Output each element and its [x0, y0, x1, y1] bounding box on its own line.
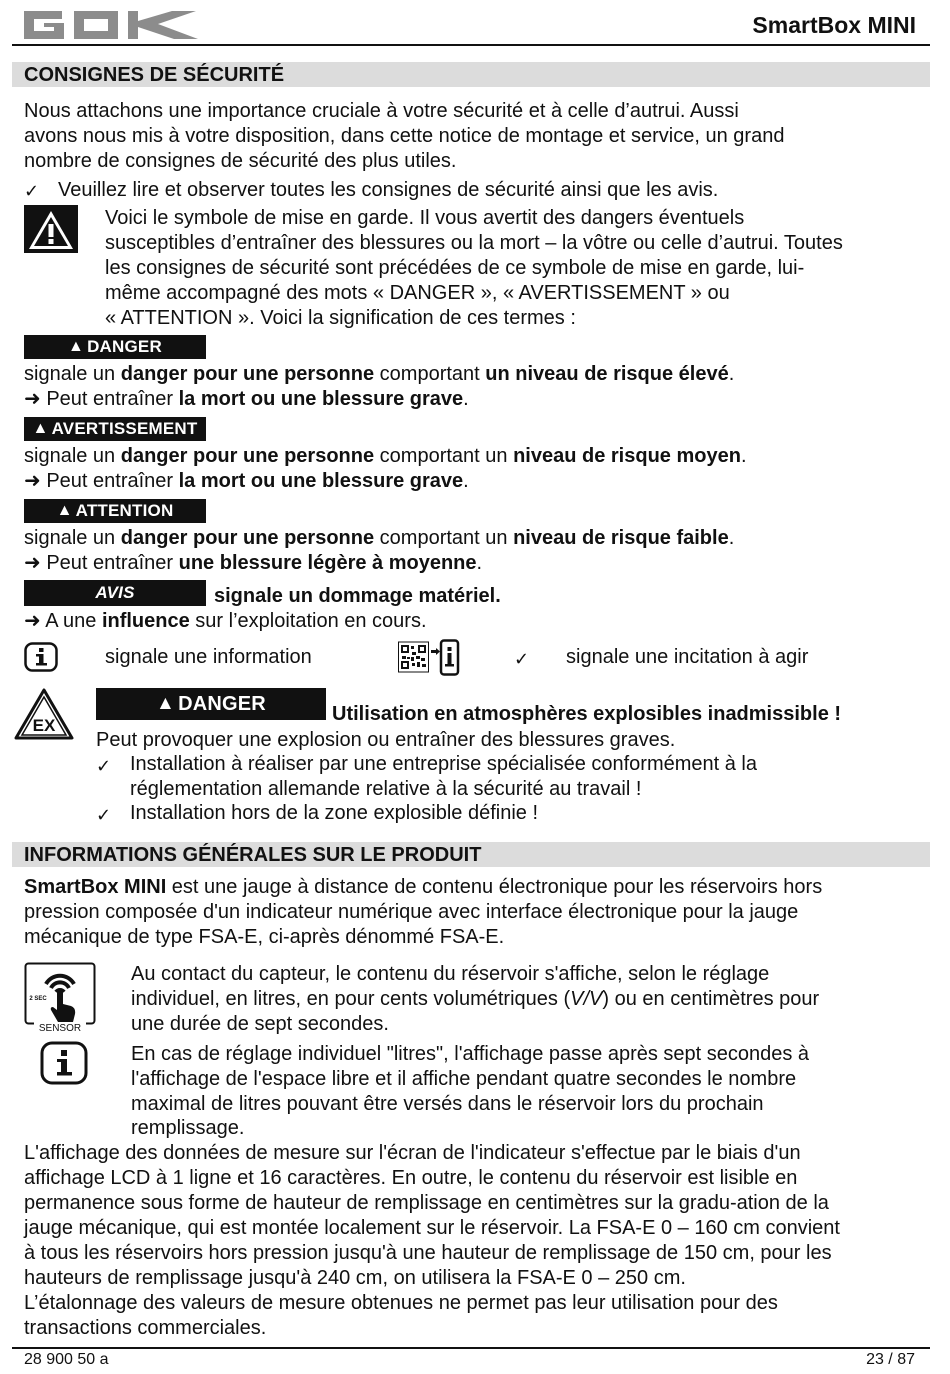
footer-page-number: 23 / 87	[866, 1351, 915, 1368]
footer-rule	[12, 1347, 930, 1349]
avis-consequence: ➜ A une influence sur l’exploitation en cours.	[24, 610, 427, 632]
attention-consequence: ➜ Peut entraîner une blessure légère à moyenne.	[24, 552, 483, 574]
ex-bullet-line: Installation à réaliser par une entreprise spécialisée conformément à la	[130, 753, 758, 775]
check-mark-icon: ✓	[96, 805, 112, 825]
warning-text-line: même accompagné des mots « DANGER », « AVERTISSEMENT » ou	[105, 282, 730, 304]
section-heading-safety: CONSIGNES DE SÉCURITÉ	[12, 62, 930, 87]
avis-badge: AVIS	[24, 580, 206, 606]
warning-triangle-icon: ▲	[68, 338, 85, 355]
product-title: SmartBox MINI	[752, 12, 916, 38]
body-text-line: L’étalonnage des valeurs de mesure obtenues ne permet pas leur utilisation pour des	[24, 1292, 778, 1314]
safety-intro-line: Nous attachons une importance cruciale à votre sécurité et à celle d’autrui. Aussi	[24, 100, 739, 122]
legend-action-text: signale une incitation à agir	[566, 646, 809, 668]
avertissement-description: signale un danger pour une personne comportant un niveau de risque moyen.	[24, 445, 747, 467]
ex-bullet-line: Installation hors de la zone explosible définie !	[130, 802, 539, 824]
check-instruction: Veuillez lire et observer toutes les consignes de sécurité ainsi que les avis.	[58, 179, 719, 201]
body-text-line: L'affichage des données de mesure sur l'écran de l'indicateur s'effectue par le biais d'un	[24, 1142, 801, 1164]
avertissement-consequence: ➜ Peut entraîner la mort ou une blessure grave.	[24, 470, 469, 492]
danger-consequence: ➜ Peut entraîner la mort ou une blessure grave.	[24, 388, 469, 410]
body-text-line: affichage LCD à 1 ligne et 16 caractères. En outre, le contenu du réservoir est lisible en	[24, 1167, 798, 1189]
product-intro-line: pression composée d'un indicateur numérique avec interface électronique pour la jauge	[24, 901, 799, 923]
warning-text-line: « ATTENTION ». Voici la signification de ces termes :	[105, 307, 576, 329]
explosion-hazard-icon	[13, 687, 75, 741]
product-intro-line: SmartBox MINI est une jauge à distance de contenu électronique pour les réservoirs hors	[24, 876, 823, 898]
body-text-line: hauteurs de remplissage jusqu'à 240 cm, on utilisera la FSA-E 0 – 250 cm.	[24, 1267, 686, 1289]
info-icon	[40, 1041, 88, 1085]
body-text-line: à tous les réservoirs hors pression jusqu'à une hauteur de remplissage de 150 cm, pour les	[24, 1242, 832, 1264]
sensor-text-line: Au contact du capteur, le contenu du réservoir s'affiche, selon le réglage	[131, 963, 770, 985]
legend-check-icon: ✓	[514, 649, 530, 669]
attention-badge: ▲ ATTENTION	[24, 499, 206, 523]
info-text-line: l'affichage de l'espace libre et il affiche pendant quatre secondes le nombre	[131, 1068, 797, 1090]
info-text-line: En cas de réglage individuel "litres", l'affichage passe après sept secondes à	[131, 1043, 810, 1065]
qr-code-info-icon	[398, 639, 460, 677]
warning-text-line: les consignes de sécurité sont précédées de ce symbole de mise en garde, lui-	[105, 257, 805, 279]
check-mark-icon: ✓	[96, 756, 112, 776]
header-rule	[12, 44, 930, 46]
safety-intro-line: nombre de consignes de sécurité des plus utiles.	[24, 150, 457, 172]
info-text-line: maximal de litres pouvant être versés dans le réservoir lors du prochain	[131, 1093, 764, 1115]
warning-triangle-icon	[24, 205, 78, 253]
warning-text-line: susceptibles d’entraîner des blessures ou la mort – la vôtre ou celle d’autrui. Toutes	[105, 232, 843, 254]
sensor-text-line: une durée de sept secondes.	[131, 1013, 389, 1035]
attention-description: signale un danger pour une personne comportant un niveau de risque faible.	[24, 527, 735, 549]
ex-label: EX	[32, 716, 56, 735]
ex-title: Utilisation en atmosphères explosibles inadmissible !	[332, 703, 842, 725]
body-text-line: permanence sous forme de hauteur de remplissage en centimètres sur la gradu-ation de la	[24, 1192, 829, 1214]
info-text-line: remplissage.	[131, 1117, 245, 1139]
sensor-label: SENSOR	[38, 1023, 82, 1034]
section-heading-product-info: INFORMATIONS GÉNÉRALES SUR LE PRODUIT	[12, 842, 930, 867]
body-text-line: transactions commerciales.	[24, 1317, 267, 1339]
warning-triangle-icon: ▲	[56, 502, 73, 519]
safety-intro-line: avons nous mis à votre disposition, dans cette notice de montage et service, un grand	[24, 125, 785, 147]
check-mark-icon: ✓	[24, 181, 40, 201]
ex-bullet-line: réglementation allemande relative à la sécurité au travail !	[130, 778, 642, 800]
sensor-time-label: 2 SEC	[29, 996, 47, 1002]
body-text-line: jauge mécanique, qui est montée localement sur le réservoir. La FSA-E 0 – 160 cm convient	[24, 1217, 840, 1239]
ex-danger-badge: ▲ DANGER	[96, 688, 326, 720]
product-intro-line: mécanique de type FSA-E, ci-après dénommé FSA-E.	[24, 926, 505, 948]
legend-info-text: signale une information	[105, 646, 312, 668]
avis-description: signale un dommage matériel.	[214, 585, 501, 607]
company-logo	[24, 8, 200, 41]
footer-doc-number: 28 900 50 a	[24, 1351, 109, 1368]
warning-triangle-icon: ▲	[32, 420, 49, 437]
info-icon	[24, 642, 58, 672]
ex-description: Peut provoquer une explosion ou entraîner des blessures graves.	[96, 729, 676, 751]
sensor-text-line: individuel, en litres, en pour cents volumétriques (V/V) ou en centimètres pour	[131, 988, 820, 1010]
warning-triangle-icon: ▲	[156, 693, 176, 714]
touch-sensor-icon	[24, 962, 96, 1034]
danger-badge: ▲ DANGER	[24, 335, 206, 359]
warning-text-line: Voici le symbole de mise en garde. Il vous avertit des dangers éventuels	[105, 207, 745, 229]
danger-description: signale un danger pour une personne comportant un niveau de risque élevé.	[24, 363, 735, 385]
avertissement-badge: ▲ AVERTISSEMENT	[24, 417, 206, 441]
